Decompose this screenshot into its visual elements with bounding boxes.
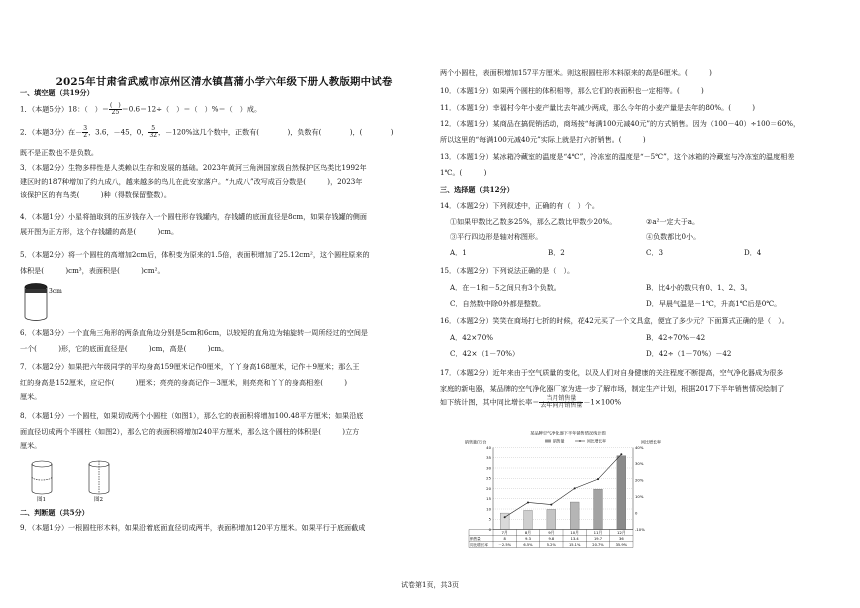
y-tick-label: 0 [488,526,491,532]
legend-swatch-bar [545,440,551,443]
question-4: 4．（本题1分）小星将抽取到的压岁钱存入一个圆柱形存钱罐内，存钱罐的底面直径是8cm，如果存钱罐的侧面 展开图为正方形，这个存钱罐的高是( )cm。 [20,212,367,236]
table-cell: 15.1% [568,542,581,547]
x-category-label: 9月 [548,529,555,535]
question-17: 17．（本题2分）近年来由于空气质量的变化，以及人们对自身健康的关注程度不断提高，空气净化器成为很多 家庭的新电器，某品牌的空气净化器厂家为进一步了解市场，制定生产计划，根据2017下半年销售情况绘制了 如下统计图，其中同比增长率＝ $\frac{\text{当月销售量}}{\text{去年同月销售量}}$ －1×100% [440,368,785,410]
question-8: 8．（本题1分）一个圆柱，如果切成两个小圆柱（如图1），那么它的表面积将增加100.48平方厘米；如果沿底 面直径切成两个半圆柱（如图2），那么它的表面积将增加240平方厘米，那么这个圆柱的体积是( )立方 厘米。 [20,411,364,451]
question-11: 11．（本题1分）幸福村今年小麦产量比去年减少两成，那么今年的小麦产量是去年的80%。( ) [440,103,756,112]
legend-label-line: 同比增长率 [587,438,606,444]
exam-title: 2025年甘肃省武威市凉州区清水镇菖蒲小学六年级下册人教版期中试卷 [55,76,393,88]
chart-title: 某品牌空气净化器下半年销售情况统计图 [530,430,606,436]
figure-2-label: 图2 [94,497,103,503]
section-fill-blank: 一、填空题（共19分） [20,88,94,97]
option-b[interactable]: B．比4小的数只有0、1、2、3。 [646,282,752,292]
question-2-cont: 既不是正数也不是负数。 [20,148,99,157]
x-category-label: 8月 [524,529,532,535]
chart-ylabel: 销售量/万台 [465,439,487,445]
rate-point-12月 [620,453,622,455]
option-d[interactable]: D．4 [744,247,762,257]
option-a[interactable]: A．在－1和－5之间只有3个负数。 [450,282,561,292]
section-true-false: 二、判断题（共5分） [20,508,89,517]
question-3: 3．（本题2分）生物多样性是人类赖以生存和发展的基础。2023年黄河三角洲国家级自然保护区鸟类比1992年 建区时的187种增加了约九成八，越来越多的鸟儿在此安家落户。“九成八”改写成百分数是( )，2023年 该保护区的有鸟类( )种（得数保留整数）。 [20,163,367,200]
question-9-cont: 两个小圆柱，表面积增加157平方厘米。则这根圆柱形木料原来的高是6厘米。( ) [440,68,712,77]
bar-9月 [547,509,556,529]
option-c[interactable]: C．42×（1－70%） [450,349,520,359]
table-cell: 13.4 [570,536,579,541]
cylinder-cut-figures [30,459,120,503]
option-a[interactable]: A．1 [450,247,467,257]
bar-8月 [524,510,533,529]
question-7: 7．（本题2分）如果把六年级同学的平均身高159厘米记作0厘米，丫丫身高168厘米，记作＋9厘米；那么王 红的身高是152厘米，应记作( )厘米；亮亮的身高记作－3厘米，则亮亮和丫丫的身高相差( ) 厘米。 [20,362,360,402]
chart-y2label: 同比增长率 [641,439,661,445]
y-tick-label: 10 [486,506,491,512]
fraction: $\frac{\text{当月销售量}}{\text{去年同月销售量}}$ [540,395,583,410]
table-cell: 20.7% [592,542,604,547]
y-tick-label: 20 [486,485,491,491]
page-footer: 试卷第1页，共3页 [401,581,459,589]
statement-4: ④负数都比0小。 [646,232,701,242]
table-cell: 19.7 [593,536,603,541]
option-d[interactable]: D．42÷（1－70%）－42 [646,349,732,359]
cylinder-height-label: 3cm [49,288,62,295]
legend-label-bar: 销售量 [553,438,565,444]
figure-1-cylinder [32,461,52,503]
bar-10月 [570,502,579,529]
question-16: 16．（本题2分）笑笑在商场打七折的时候，花42元买了一个文具盒，便宜了多少元？下面算式正确的是（ ）。 A．42×70% B．42÷70%－42 C．42×（1－70%） D．42÷（1－70%）－42 [440,316,842,359]
question-2: 2．（本题3分）在－ $\frac{3}{2}$ ，3.6，－45，0， $\frac{5}{32}$ ，－120%这几个数中，正数有( )，负数有( )，( ) [20,125,394,139]
figure-1-label: 图1 [37,497,46,503]
option-b[interactable]: B．42÷70%－42 [646,332,706,342]
sales-chart [463,414,673,571]
table-cell: 9.8 [548,536,555,541]
fraction: $\frac{( )}{25}$ [109,102,121,116]
option-c[interactable]: C．3 [646,247,664,257]
figure-2-cylinder [89,461,109,503]
bar-12月 [617,456,626,530]
y2-tick-label: 40% [635,444,644,450]
x-category-label: 10月 [570,529,579,535]
option-b[interactable]: B．2 [548,247,565,257]
question-5: 5．（本题2分）将一个圆柱的高增加2cm后，体积变为原来的1.5倍，表面积增加了25.12cm²，这个圆柱原来的 体积是( )cm³，表面积是( )cm²。 [20,250,370,275]
y-tick-label: 15 [486,496,491,502]
y2-tick-label: 0 [635,510,638,516]
rate-point-8月 [527,501,529,503]
rate-point-11月 [597,478,599,480]
table-cell: 35.9% [615,542,628,547]
statement-3: ③平行四边形是轴对称图形。 [450,232,543,242]
fraction: $\frac{5}{32}$ [149,125,157,139]
question-13: 13．（本题1分）某冰箱冷藏室的温度是“4℃”，冷冻室的温度是“－5℃”，这个冰箱的冷藏室与冷冻室的温度相差 1℃。( ) [440,152,795,177]
table-cell: 9.3 [525,536,531,541]
table-cell: 36 [619,536,624,541]
y2-tick-label: 30% [635,461,644,467]
question-15: 15．（本题2分）下列说法正确的是（ ）。 A．在－1和－5之间只有3个负数。 B．比4小的数只有0、1、2、3。 C．自然数中除0外都是整数。 D．早晨气温是－1℃，升高1℃后是0℃。 [440,266,842,309]
y-tick-label: 35 [486,455,491,461]
statement-1: ①如果甲数比乙数多25%，那么乙数比甲数少20%。 [450,216,617,226]
section-multiple-choice: 三、选择题（共12分） [440,185,514,194]
x-category-label: 12月 [617,529,626,535]
table-row-label: 同比增长率 [470,542,488,547]
x-category-label: 7月 [501,529,508,535]
option-c[interactable]: C．自然数中除0外都是整数。 [450,299,546,309]
table-cell: 5.2% [546,542,556,547]
option-d[interactable]: D．早晨气温是－1℃，升高1℃后是0℃。 [646,299,782,309]
rate-point-10月 [574,487,576,489]
table-cell: 6.5% [523,542,533,547]
option-a[interactable]: A．42×70% [450,332,493,342]
table-cell: －2.5% [498,542,512,547]
question-14: 14．（本题2分）下列叙述中，正确的有（ ）个。 ①如果甲数比乙数多25%，那么乙数比甲数少20%。 ②a²一定大于a。 ③平行四边形是轴对称图形。 ④负数都比0小。 A．1 B．2 C．3 D．4 [440,201,842,257]
rate-point-7月 [504,516,506,518]
statement-2: ②a²一定大于a。 [646,216,700,226]
question-9: 9．（本题1分）一根圆柱形木料，如果沿着底面直径切成两半，表面积增加120平方厘米。如果平行于底面截成 [20,523,366,532]
question-1: 1．（本题5分）18：（ ）＝ $\frac{( )}{25}$ ＝0.6＝12÷（ ）＝（ ）%＝（ ）成。 [20,102,262,116]
question-6: 6．（本题3分）一个直角三角形的两条直角边分别是5cm和6cm，以较短的直角边为轴旋转一周所经过的空间是 一个( )形，它的底面直径是( )cm，高是( )cm。 [20,328,369,353]
y2-tick-label: -10% [635,526,645,532]
y2-tick-label: 10% [635,494,644,499]
y-tick-label: 40 [486,444,491,450]
bar-11月 [594,489,603,529]
x-category-label: 11月 [593,529,603,535]
question-12: 12．（本题1分）某商品在搞促销活动，商场按“每满100元减40元”的方式销售。因为（100－40）÷100＝60%， 所以这里的“每满100元减40元”实际上就是打六折销售。( ) [440,119,801,144]
y-tick-label: 30 [486,465,491,471]
y2-tick-label: 20% [635,477,644,483]
table-cell: 8 [503,536,506,541]
fraction: $\frac{3}{2}$ [83,125,88,139]
cylinder-figure [22,281,82,323]
table-row-label: 销售量 [470,536,481,541]
y-tick-label: 5 [488,516,491,522]
y-tick-label: 25 [486,475,491,481]
rate-point-9月 [550,504,552,506]
question-10: 10．（本题1分）如果两个圆柱的体积相等，那么它们的表面积也一定相等。( ) [440,86,704,95]
